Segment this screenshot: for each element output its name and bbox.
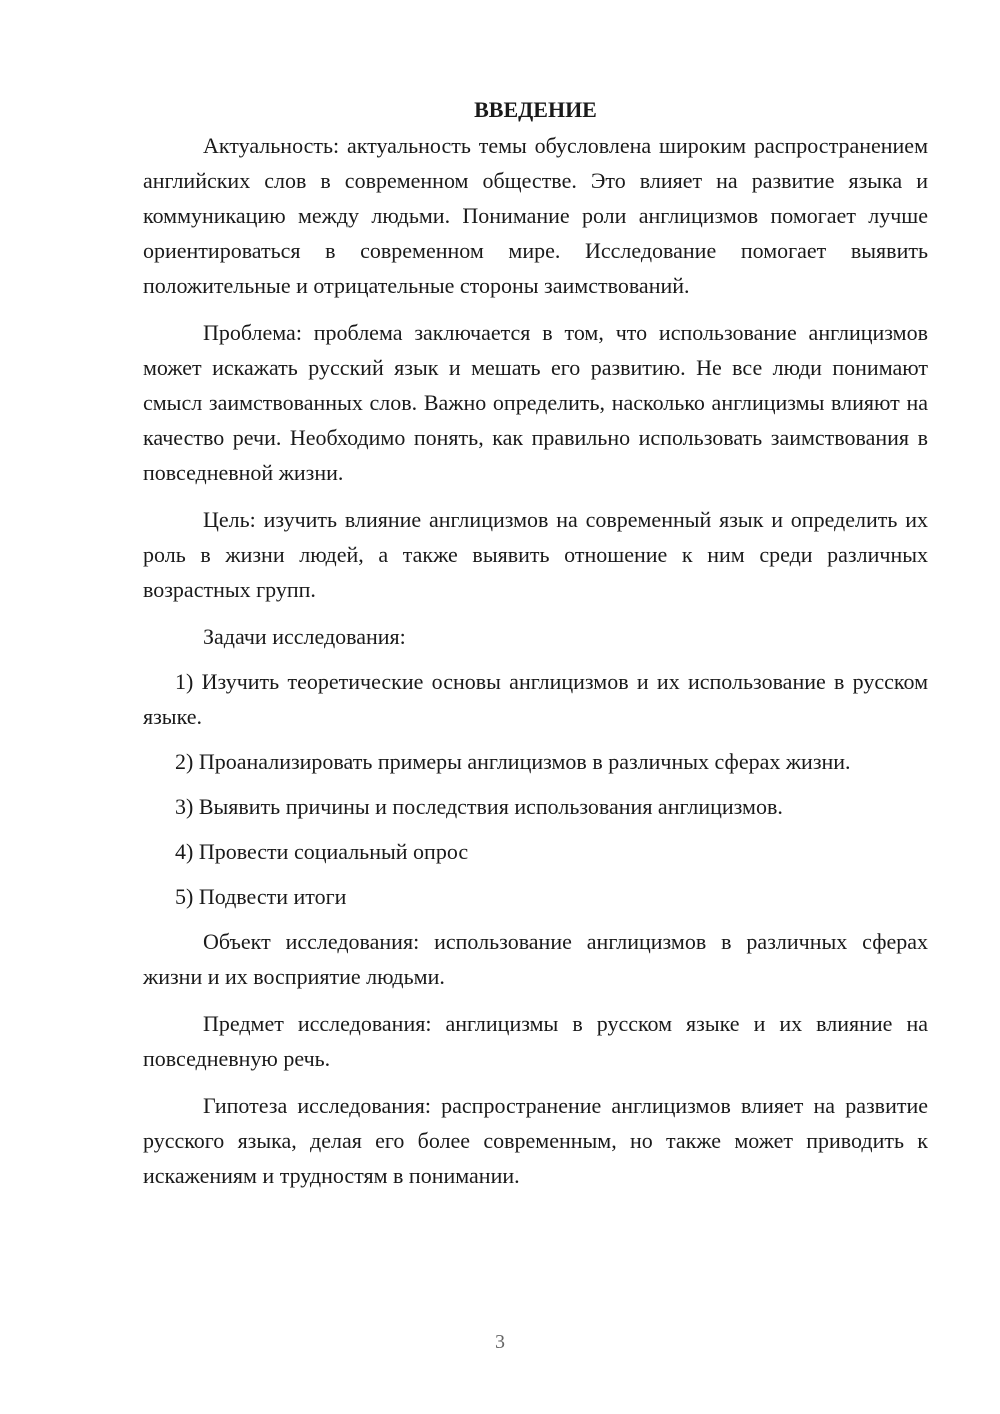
tasks-list [143,664,928,914]
list-item: 4) Провести социальный опрос [175,839,469,864]
tasks-heading: Задачи исследования: [203,624,406,649]
page-title: ВВЕДЕНИЕ [474,97,597,122]
list-item: 2) Проанализировать примеры англицизмов в различных сферах жизни. [175,749,851,774]
hypothesis-paragraph: Гипотеза исследования: распространение англицизмов влияет на развитие русского языка, делая его более современным, но также может приводить к искажениям и трудностям в понимании. [143,1093,928,1188]
document-body [143,92,928,1205]
problem-paragraph: Проблема: проблема заключается в том, что использование англицизмов может искажать русский язык и мешать его развитию. Не все люди понимают смысл заимствованных слов. Важно определить, насколько англицизмы влияют на качество речи. Необходимо понять, как правильно использовать заимствования в повседневной жизни. [143,320,928,485]
list-item: 5) Подвести итоги [175,884,347,909]
goal-paragraph: Цель: изучить влияние англицизмов на современный язык и определить их роль в жизни людей, а также выявить отношение к ним среди различных возрастных групп. [143,507,928,602]
object-paragraph: Объект исследования: использование англицизмов в различных сферах жизни и их восприятие людьми. [143,929,928,989]
list-item: 3) Выявить причины и последствия использования англицизмов. [175,794,783,819]
relevance-paragraph: Актуальность: актуальность темы обусловлена широким распространением английских слов в современном обществе. Это влияет на развитие языка и коммуникацию между людьми. Понимание роли англицизмов помогает лучше ориентироваться в современном мире. Исследование помогает выявить положительные и отрицательные стороны заимствований. [143,133,928,298]
list-item: 1) Изучить теоретические основы англицизмов и их использование в русском языке. [143,669,928,729]
page-number: 3 [495,1331,505,1353]
subject-paragraph: Предмет исследования: англицизмы в русском языке и их влияние на повседневную речь. [143,1011,928,1071]
